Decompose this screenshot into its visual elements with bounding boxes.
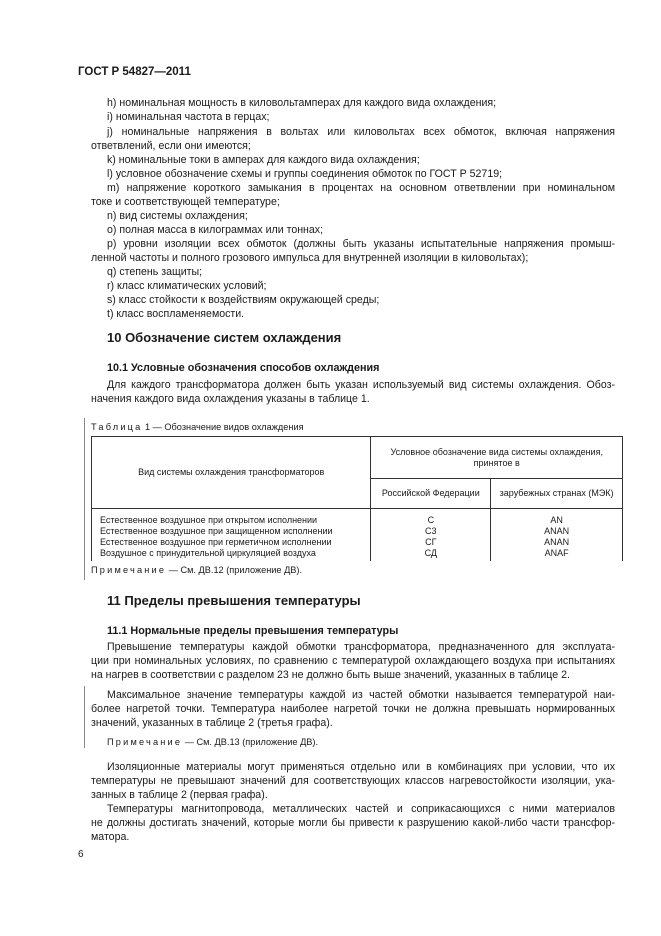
table-body-ru	[371, 509, 491, 562]
table-head-cooling-type: Вид системы охлаждения трансформаторов	[92, 437, 371, 509]
section-11-para1-line3: на нагрев в соответствии с разделом 23 не должно быть выше значений, указанных в таблице 2.	[91, 669, 570, 681]
table-head-foreign: зарубежных странах (МЭК)	[491, 479, 623, 509]
list-item-s: s) класс стойкости к воздействиям окружающей среды;	[107, 294, 380, 306]
section-10-title: 10 Обозначение систем охлаждения	[107, 330, 342, 345]
list-item-i: i) номинальная частота в герцах;	[107, 111, 270, 123]
table-1-caption-word: Таблица	[91, 422, 143, 432]
table-body-iec	[491, 509, 623, 562]
table-row-kind: Воздушное с принудительной циркуляцией воздуха	[100, 548, 316, 558]
list-item-m-line2: токе и соответствующей температуре;	[91, 196, 280, 208]
table-1-note-word: Примечание	[91, 565, 167, 575]
list-item-l: l) условное обозначение схемы и группы соединения обмоток по ГОСТ Р 52719;	[107, 168, 503, 180]
table-1-note-text: — См. ДВ.12 (приложение ДВ).	[166, 565, 303, 575]
list-item-p-line2: ленной частоты и полного грозового импульса для внутренней изоляции в киловольтах);	[91, 252, 529, 264]
section-11-para3-line2: температуры не превышают значений для соответствующих классов нагревостойкости изоляции, ука-	[91, 775, 615, 787]
table-row-kind: Естественное воздушное при открытом исполнении	[100, 515, 318, 525]
section-11-title: 11 Пределы превышения температуры	[107, 593, 361, 608]
list-item-q: q) степень защиты;	[107, 266, 203, 278]
table-head-designation-line1: Условное обозначение вида системы охлаждения,	[390, 446, 603, 457]
page-number: 6	[78, 849, 84, 860]
section-11-para1-line1: Превышение температуры каждой обмотки трансформатора, предназначенного для эксплуата-	[107, 641, 615, 653]
margin-change-bar	[84, 418, 85, 580]
section-11-para4-line1: Температуры магнитопровода, металлических частей и соприкасающихся с ними материалов	[107, 803, 615, 815]
table-1-caption	[91, 420, 304, 434]
section-11-para4-line3: матора.	[91, 831, 130, 843]
table-row-iec: ANAF	[544, 548, 569, 558]
section-11-para3-line3: занных в таблице 2 (первая графа).	[91, 789, 268, 801]
table-head-designation	[371, 437, 623, 479]
list-item-n: n) вид системы охлаждения;	[107, 210, 248, 222]
margin-change-bar	[84, 686, 85, 748]
list-item-j-line1: j) номинальные напряжения в вольтах или киловольтах всех обмоток, включая напряжения	[107, 126, 615, 138]
section-11-para2-line1: Максимальное значение температуры каждой из частей обмотки называется температурой наи-	[107, 689, 615, 701]
list-item-o: о) полная масса в килограммах или тоннах;	[107, 224, 324, 236]
section-11-para1-line2: ции при номинальных условиях, по сравнению с температурой охлаждающего воздуха при испытаниях	[91, 655, 615, 667]
table-head-designation-line2: принятое в	[473, 457, 520, 468]
section-11-para4-line2: не должны достигать значений, которые могли бы привести к разрушению какой-либо части трансфор-	[91, 817, 615, 829]
table-row-iec: ANAN	[544, 537, 570, 547]
list-item-t: t) класс воспламеняемости.	[107, 308, 245, 320]
list-item-p-line1: р) уровни изоляции всех обмоток (должны быть указаны испытательные напряжения промыш-	[107, 238, 615, 250]
section-11-para2-line2: более нагретой точки. Температура наиболее нагретой точки не должна превышать нормированных	[91, 703, 615, 715]
list-item-r: r) класс климатических условий;	[107, 280, 267, 292]
list-item-m-line1: m) напряжение короткого замыкания в процентах на основном ответвлении при номинальном	[107, 182, 615, 194]
table-row-kind: Естественное воздушное при защищенном исполнении	[100, 526, 333, 536]
section-10-para-line2: начения каждого вида охлаждения указаны в таблице 1.	[91, 393, 370, 405]
cooling-designation-table	[91, 436, 623, 561]
table-row-ru: СД	[424, 548, 438, 558]
table-1-note	[91, 563, 302, 577]
section-11-1-title: 11.1 Нормальные пределы превышения температуры	[107, 625, 399, 637]
table-body-kinds	[92, 509, 371, 562]
section-11-note-text: — См. ДВ.13 (приложение ДВ).	[182, 737, 319, 747]
list-item-h: h) номинальная мощность в киловольтамперах для каждого вида охлаждения;	[107, 97, 497, 109]
section-11-para2-line3: значений, указанных в таблице 2 (третья графа).	[91, 717, 333, 729]
section-10-1-title: 10.1 Условные обозначения способов охлаждения	[107, 362, 380, 374]
table-1-caption-text: 1 — Обозначение видов охлаждения	[145, 422, 304, 432]
table-row-ru: СГ	[425, 537, 437, 547]
table-row-ru: С3	[425, 526, 437, 536]
table-row-iec: ANAN	[544, 526, 570, 536]
table-row-iec: AN	[550, 515, 563, 525]
table-row-ru: С	[427, 515, 435, 525]
section-11-note-word: Примечание	[107, 737, 183, 747]
document-header: ГОСТ Р 54827—2011	[78, 66, 191, 78]
list-item-k: k) номинальные токи в амперах для каждого вида охлаждения;	[107, 154, 420, 166]
section-11-note	[107, 735, 318, 749]
table-row-kind: Естественное воздушное при герметичном исполнении	[100, 537, 332, 547]
section-10-para-line1: Для каждого трансформатора должен быть указан используемый вид системы охлаждения. Обоз-	[107, 379, 615, 391]
list-item-j-line2: ответвлений, если они имеются;	[91, 140, 251, 152]
table-head-russia: Российской Федерации	[371, 479, 491, 509]
section-11-para3-line1: Изоляционные материалы могут применяться отдельно или в комбинациях при условии, что их	[107, 761, 615, 773]
